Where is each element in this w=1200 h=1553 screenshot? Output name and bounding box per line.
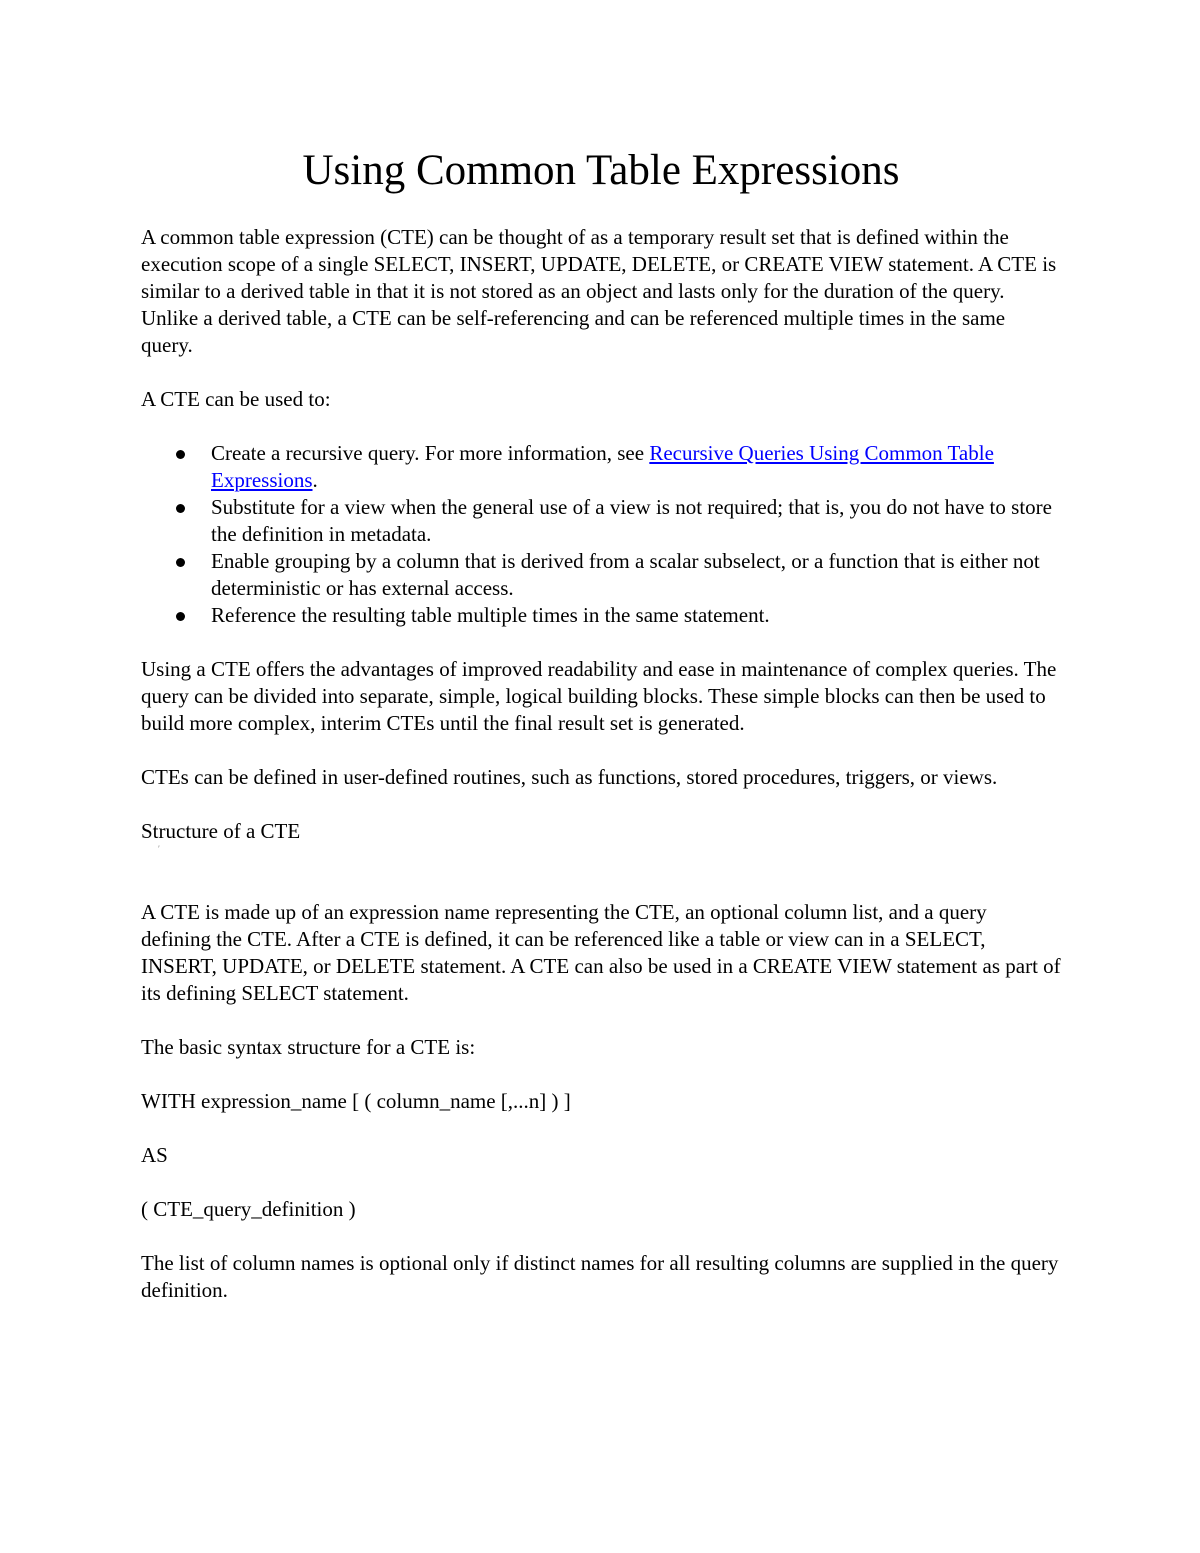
uses-heading: A CTE can be used to: [141, 387, 331, 411]
anchor-mark [141, 845, 1061, 872]
document-page [141, 140, 1061, 1331]
list-item [141, 440, 1061, 494]
bullet-icon [176, 612, 185, 621]
intro-paragraph: A common table expression (CTE) can be thought of as a temporary result set that is defined within the execution scope of a single SELECT, INSERT, UPDATE, DELETE, or CREATE VIEW statement. A CTE is similar to a derived table in that it is not stored as an object and lasts only for the duration of the query. Unlike a derived table, a CTE can be self-referencing and can be referenced multiple times in the same query. [141, 225, 1057, 357]
structure-paragraph: A CTE is made up of an expression name representing the CTE, an optional column list, and a query defining the CTE. After a CTE is defined, it can be referenced like a table or view can in a SELECT, INSERT, UPDATE, or DELETE statement. A CTE can also be used in a CREATE VIEW statement as part of its defining SELECT statement. [141, 900, 1061, 1005]
list-item-text: Reference the resulting table multiple times in the same statement. [211, 603, 770, 627]
document-title: Using Common Table Expressions [302, 147, 900, 194]
structure-heading: Structure of a CTE [141, 819, 301, 843]
column-note-paragraph: The list of column names is optional only if distinct names for all resulting columns are supplied in the query definition. [141, 1251, 1059, 1302]
anchor-mark-icon: ′ [158, 844, 160, 854]
list-item-text-end: . [312, 468, 318, 492]
routines-paragraph: CTEs can be defined in user-defined routines, such as functions, stored procedures, triggers, or views. [141, 765, 998, 789]
syntax-intro: The basic syntax structure for a CTE is: [141, 1035, 476, 1059]
bullet-icon [176, 558, 185, 567]
list-item [141, 548, 1061, 602]
syntax-line-with: WITH expression_name [ ( column_name [,...n] ) ] [141, 1089, 571, 1113]
bullet-icon [176, 504, 185, 513]
bullet-icon [176, 450, 185, 459]
list-item [141, 602, 1061, 629]
syntax-line-definition: ( CTE_query_definition ) [141, 1197, 356, 1221]
list-item-text: Substitute for a view when the general use of a view is not required; that is, you do not have to store the definition in metadata. [211, 495, 1052, 546]
list-item [141, 494, 1061, 548]
list-item-text: Create a recursive query. For more information, see [211, 441, 650, 465]
list-item-text: Enable grouping by a column that is derived from a scalar subselect, or a function that is either not deterministic or has external access. [211, 549, 1040, 600]
syntax-line-as: AS [141, 1143, 168, 1167]
recursive-queries-link[interactable]: Recursive Queries Using Common Table Expressions [211, 441, 994, 492]
advantages-paragraph: Using a CTE offers the advantages of improved readability and ease in maintenance of complex queries. The query can be divided into separate, simple, logical building blocks. These simple blocks can then be used to build more complex, interim CTEs until the final result set is generated. [141, 657, 1057, 735]
spacer [141, 872, 1061, 899]
uses-list [141, 440, 1061, 629]
